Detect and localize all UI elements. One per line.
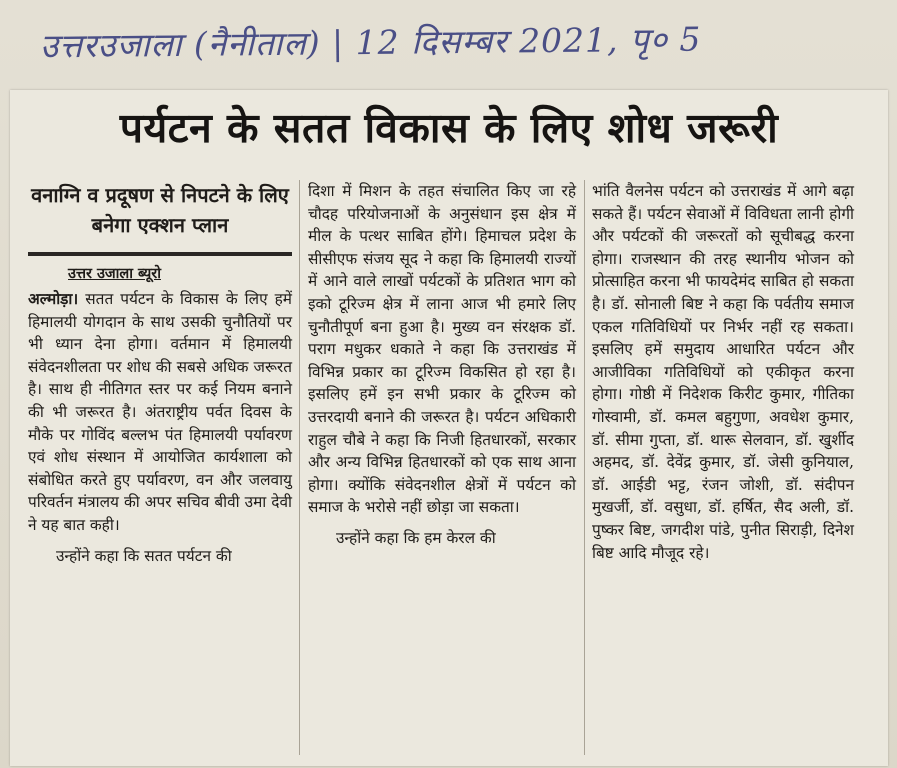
- article-subheadline: वनाग्नि व प्रदूषण से निपटने के लिए बनेगा एक्शन प्लान: [31, 183, 289, 237]
- article-column-2: [308, 180, 576, 550]
- handwritten-source-note: उत्तरउजाला (नैनीताल) | 12 दिसम्बर 2021, पृ० 5: [39, 19, 702, 66]
- article-byline: उत्तर उजाला ब्यूरो: [68, 266, 161, 282]
- article-paragraph: उन्होंने कहा कि हम केरल की: [336, 528, 496, 547]
- column-divider: [584, 180, 585, 755]
- column-divider: [299, 180, 300, 755]
- subheadline-rule: [28, 252, 292, 256]
- article-column-1: [28, 180, 292, 567]
- article-headline: पर्यटन के सतत विकास के लिए शोध जरूरी: [119, 104, 779, 152]
- newspaper-clipping: [10, 90, 888, 766]
- article-paragraph: [28, 288, 292, 537]
- article-column-3: [592, 180, 854, 564]
- article-paragraph: भांति वैलनेस पर्यटन को उत्तराखंड में आगे बढ़ा सकते हैं। पर्यटन सेवाओं में विविधता लानी होगी और पर्यटकों की जरूरतों को सूचीबद्ध करना होगा। राजस्थान की तरह स्थानीय भोजन को प्रोत्साहित करना भी फायदेमंद साबित हो सकता है। डॉ. सोनाली बिष्ट ने कहा कि पर्वतीय समाज एकल गतिविधियों पर निर्भर नहीं रह सकता। इसलिए हमें समुदाय आधारित पर्यटन और आजीविका गतिविधियों को एकीकृत करना होगा। गोष्ठी में निदेशक किरीट कुमार, गीतिका गोस्वामी, डॉ. कमल बहुगुणा, अवधेश कुमार, डॉ. सीमा गुप्ता, डॉ. थारू सेलवान, डॉ. खुर्शीद अहमद, डॉ. देवेंद्र कुमार, डॉ. जेसी कुनियाल, डॉ. आईडी भट्ट, रंजन जोशी, डॉ. संदीपन मुखर्जी, डॉ. वसुधा, डॉ. हर्षित, सैद अली, डॉ. पुष्कर बिष्ट, जगदीश पांडे, पुनीत सिराड़ी, दिनेश बिष्ट आदि मौजूद रहे।: [592, 182, 854, 562]
- column-1-text: सतत पर्यटन के विकास के लिए हमें हिमालयी योगदान के साथ उसकी चुनौतियों पर भी ध्यान देना होगा। वर्तमान में हिमालयी संवेदनशीलता पर शोध की सबसे अधिक जरूरत है। साथ ही नीतिगत स्तर पर कई नियम बनाने की भी जरूरत है। अंतराष्ट्रीय पर्वत दिवस के मौके पर गोविंद बल्लभ पंत हिमालयी पर्यावरण एवं शोध संस्थान में आयोजित कार्यशाला को संबोधित करते हुए पर्यावरण, वन और जलवायु परिवर्तन मंत्रालय की अपर सचिव बीवी उमा देवी ने यह बात कही।: [28, 290, 292, 534]
- article-paragraph: उन्होंने कहा कि सतत पर्यटन की: [56, 546, 232, 565]
- article-paragraph: दिशा में मिशन के तहत संचालित किए जा रहे चौदह परियोजनाओं के अनुसंधान इस क्षेत्र में मील के पत्थर साबित होंगे। हिमाचल प्रदेश के सीसीएफ संजय सूद ने कहा कि हिमालयी राज्यों में आने वाले लाखों पर्यटकों के प्रतिशत भाग को इको टूरिज्म क्षेत्र में लाना आज भी हमारे लिए चुनौतीपूर्ण बना हुआ है। मुख्य वन संरक्षक डॉ. पराग मधुकर धकाते ने कहा कि उत्तराखंड में विभिन्न प्रकार का टूरिज्म विकसित हो रहा है। इसलिए हमें इन सभी प्रकार के टूरिज्म को उत्तरदायी बनाने की जरूरत है। पर्यटन अधिकारी राहुल चौबे ने कहा कि निजी हितधारकों, सरकार और अन्य विभिन्न हितधारकों को एक साथ आना होगा। क्योंकि संवेदनशील क्षेत्रों में पर्यटन को समाज के भरोसे नहीं छोड़ा जा सकता।: [308, 182, 576, 517]
- article-dateline: अल्मोड़ा।: [28, 290, 79, 308]
